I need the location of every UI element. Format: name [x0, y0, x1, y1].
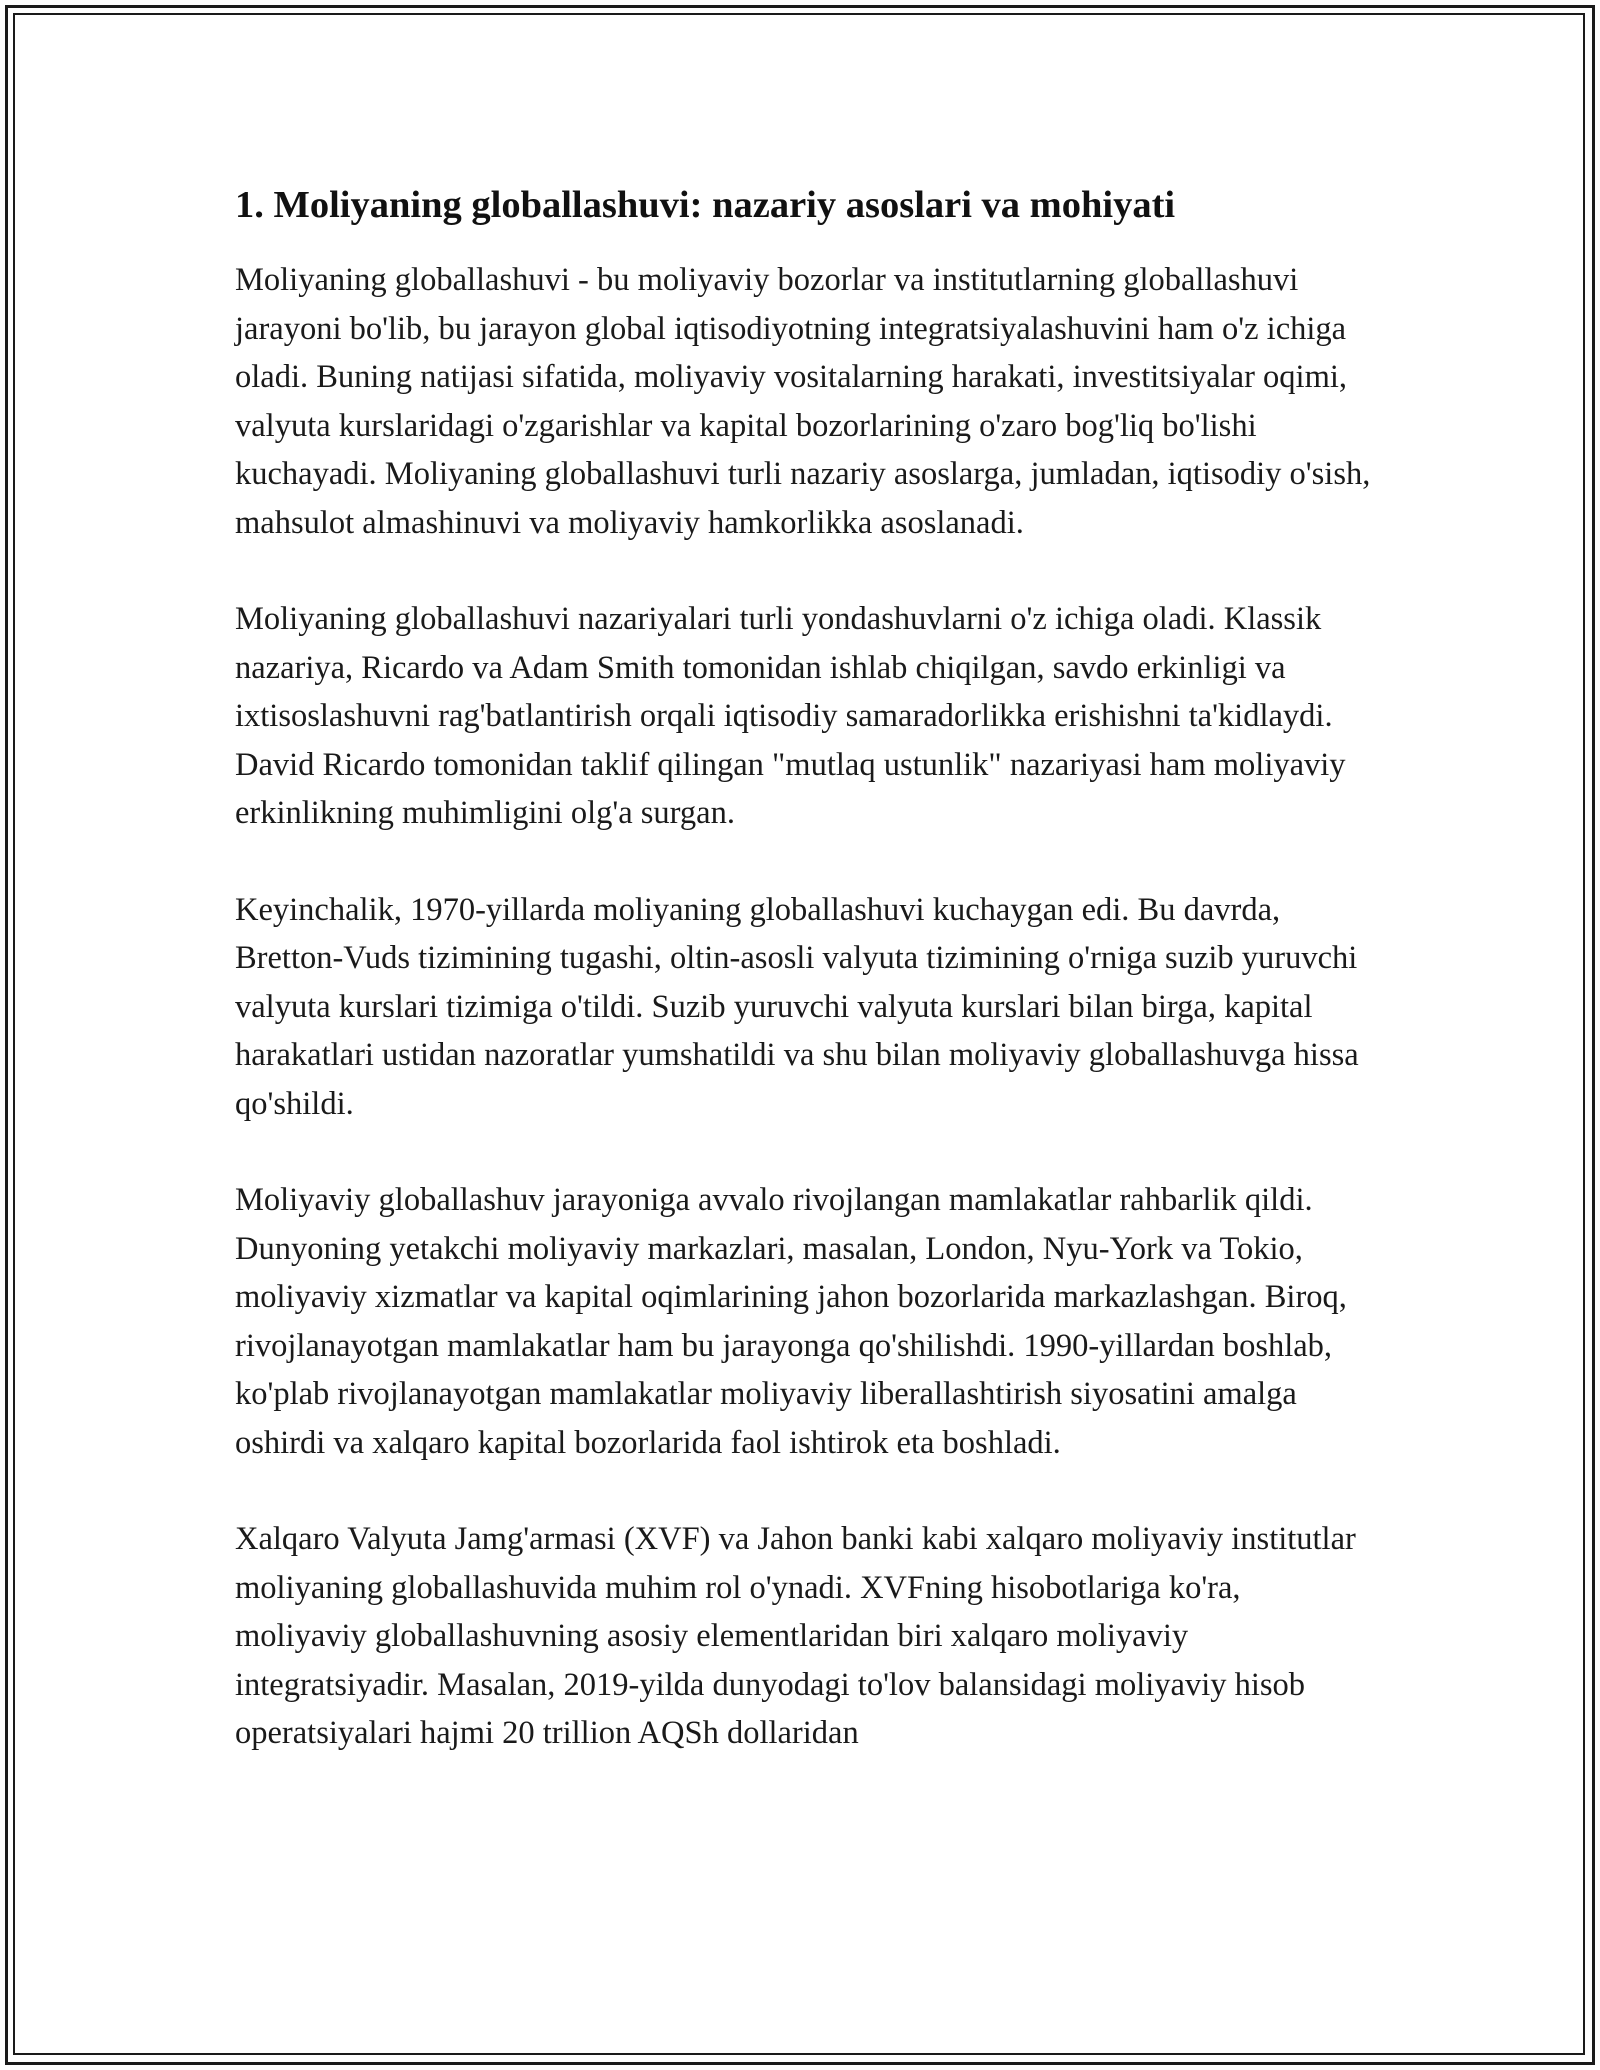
paragraph-5: Xalqaro Valyuta Jamg'armasi (XVF) va Jahon banki kabi xalqaro moliyaviy institutlar moliyaning globallashuvida muhim rol o'ynadi. XVFning hisobotlariga ko'ra, moliyaviy globallashuvning asosiy elementlaridan biri xalqaro moliyaviy integratsiyadir. Masalan, 2019-yilda dunyodagi to'lov balansidagi moliyaviy hisob operatsiyalari hajmi 20 trillion AQSh dollaridan: [235, 1521, 1356, 1752]
paragraph-4: Moliyaviy globallashuv jarayoniga avvalo rivojlangan mamlakatlar rahbarlik qildi. Dunyoning yetakchi moliyaviy markazlari, masalan, London, Nyu-York va Tokio, moliyaviy xizmatlar va kapital oqimlarining jahon bozorlarida markazlashgan. Biroq, rivojlanayotgan mamlakatlar ham bu jarayonga qo'shilishdi. 1990-yillardan boshlab, ko'plab rivojlanayotgan mamlakatlar moliyaviy liberallashtirish siyosatini amalga oshirdi va xalqaro kapital bozorlarida faol ishtirok eta boshladi.: [235, 1182, 1347, 1461]
document-body: [235, 180, 1375, 1806]
paragraph-3: Keyinchalik, 1970-yillarda moliyaning globallashuvi kuchaygan edi. Bu davrda, Bretton-Vuds tizimining tugashi, oltin-asosli valyuta tizimining o'rniga suzib yuruvchi valyuta kurslari tizimiga o'tildi. Suzib yuruvchi valyuta kurslari bilan birga, kapital harakatlari ustidan nazoratlar yumshatildi va shu bilan moliyaviy globallashuvga hissa qo'shildi.: [235, 891, 1359, 1122]
section-heading: 1. Moliyaning globallashuvi: nazariy asoslari va mohiyati: [235, 184, 1176, 226]
paragraph-2: Moliyaning globallashuvi nazariyalari turli yondashuvlarni o'z ichiga oladi. Klassik nazariya, Ricardo va Adam Smith tomonidan ishlab chiqilgan, savdo erkinligi va ixtisoslashuvni rag'batlantirish orqali iqtisodiy samaradorlikka erishishni ta'kidlaydi. David Ricardo tomonidan taklif qilingan "mutlaq ustunlik" nazariyasi ham moliyaviy erkinlikning muhimligini olg'a surgan.: [235, 601, 1346, 832]
paragraph-1: Moliyaning globallashuvi - bu moliyaviy bozorlar va institutlarning globallashuvi jarayoni bo'lib, bu jarayon global iqtisodiyotning integratsiyalashuvini ham o'z ichiga oladi. Buning natijasi sifatida, moliyaviy vositalarning harakati, investitsiyalar oqimi, valyuta kurslaridagi o'zgarishlar va kapital bozorlarining o'zaro bog'liq bo'lishi kuchayadi. Moliyaning globallashuvi turli nazariy asoslarga, jumladan, iqtisodiy o'sish, mahsulot almashinuvi va moliyaviy hamkorlikka asoslanadi.: [235, 262, 1371, 541]
